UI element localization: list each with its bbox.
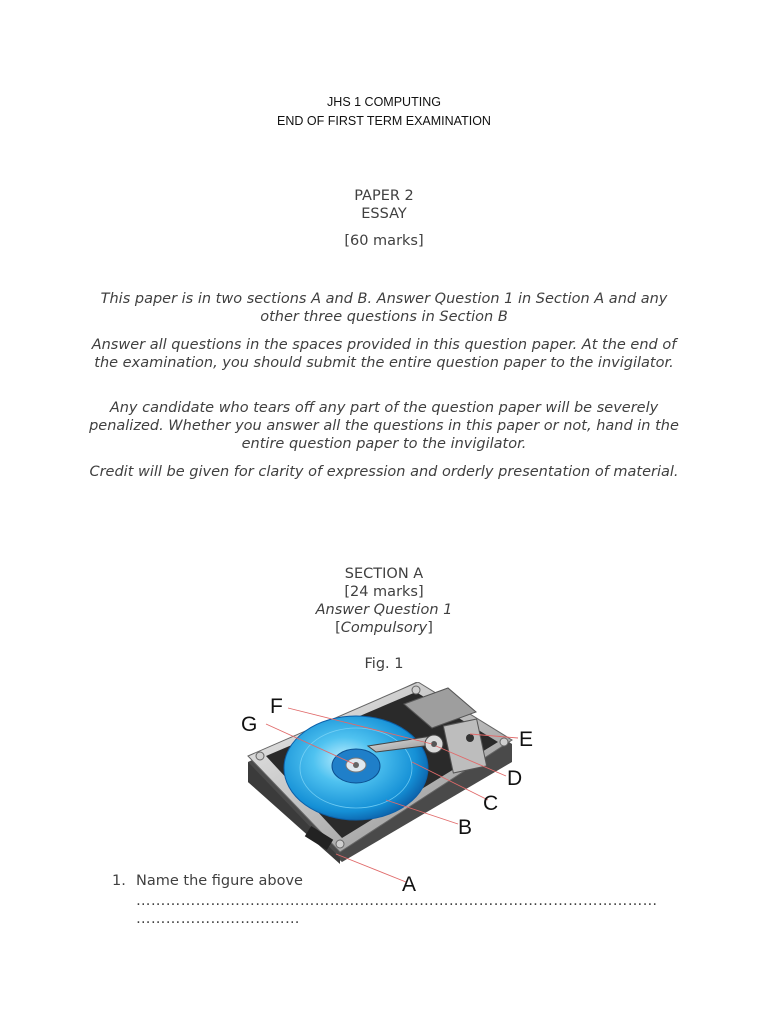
figure-label-d: D: [507, 767, 523, 790]
actuator-screw: [466, 734, 474, 742]
hard-disk-figure: [236, 682, 546, 904]
section-a-answer: Answer Question 1: [315, 602, 453, 618]
section-a-marks: [24 marks]: [344, 584, 424, 600]
section-a-compulsory: [Compulsory]: [335, 620, 433, 636]
leader-line-a: [336, 854, 406, 882]
answer-line[interactable]: ……………………………………………………………………………………………: [136, 893, 658, 909]
figure-label-g: G: [241, 713, 258, 736]
instruction-paragraph: Answer all questions in the spaces provided in this question paper. At the end of the examination, you should submit the entire question paper to the invigilator.: [91, 337, 677, 372]
figure-label-b: B: [458, 816, 473, 839]
figure-label-e: E: [519, 728, 534, 751]
question-text: Name the figure above: [136, 873, 303, 889]
spindle-center: [353, 762, 359, 768]
figure-caption: Fig. 1: [364, 656, 404, 672]
figure-label-a: A: [402, 873, 417, 896]
paper-title: PAPER 2: [354, 188, 414, 204]
instruction-paragraph: This paper is in two sections A and B. Answer Question 1 in Section A and any other three questions in Section B: [100, 291, 668, 326]
screw-icon: [336, 840, 344, 848]
paper-subtitle: ESSAY: [361, 206, 407, 222]
screw-icon: [256, 752, 264, 760]
figure-label-f: F: [270, 695, 283, 718]
exam-subject: JHS 1 COMPUTING: [327, 95, 441, 109]
screw-icon: [500, 738, 508, 746]
screw-icon: [412, 686, 420, 694]
answer-line[interactable]: ……………………………: [136, 911, 300, 927]
instruction-paragraph: Credit will be given for clarity of expression and orderly presentation of material.: [89, 464, 679, 480]
instruction-paragraph: Any candidate who tears off any part of the question paper will be severely penalized. Whether you answer all the questions in this paper or not, hand in the entire question paper to the invigilator.: [89, 400, 679, 453]
exam-title: END OF FIRST TERM EXAMINATION: [277, 114, 491, 128]
section-a-title: SECTION A: [344, 566, 424, 582]
question-number: 1.: [112, 873, 126, 889]
paper-marks: [60 marks]: [344, 233, 424, 249]
figure-label-c: C: [483, 792, 499, 815]
